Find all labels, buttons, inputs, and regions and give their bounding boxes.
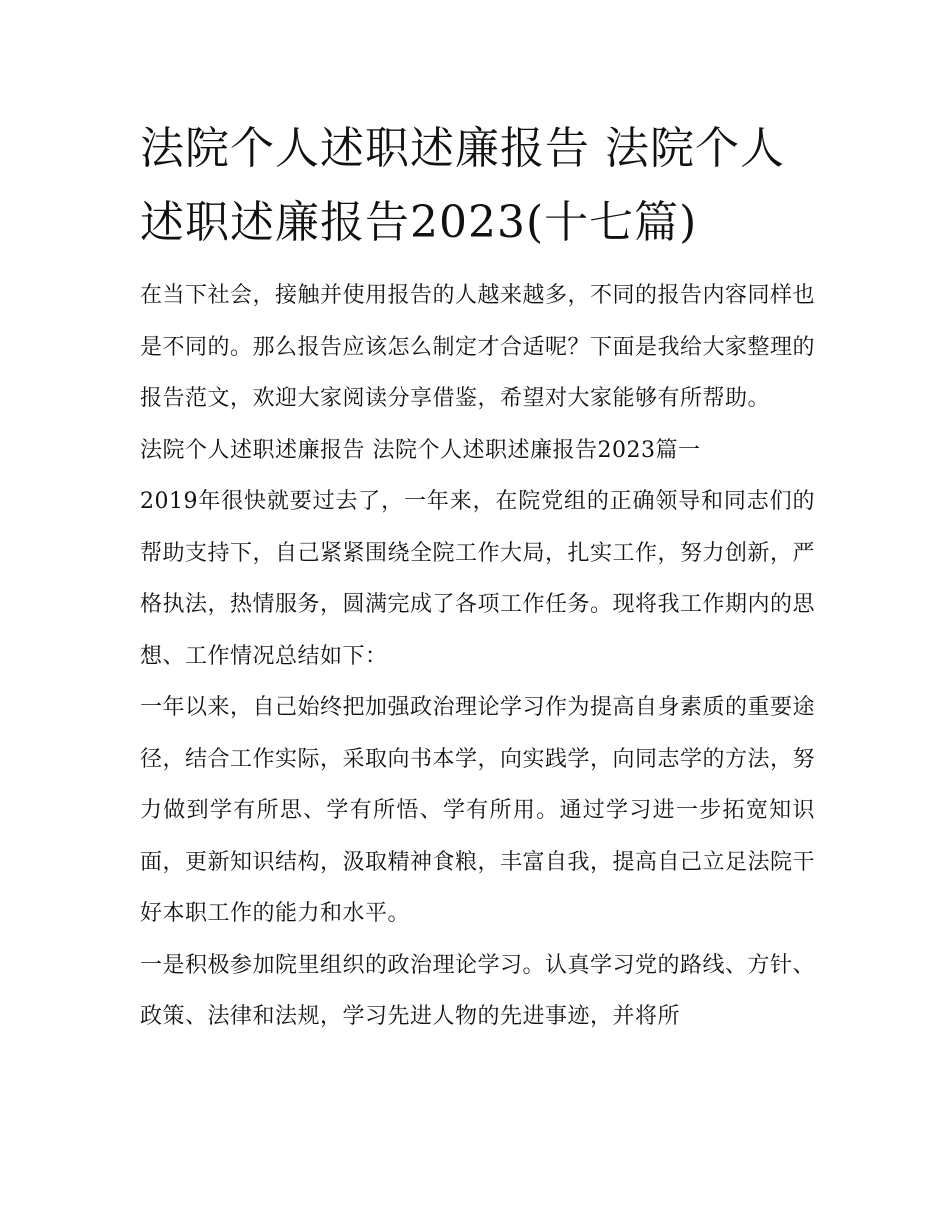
document-page — [140, 112, 815, 1043]
paragraph-section-heading: 法院个人述职述廉报告 法院个人述职述廉报告2023篇一 — [140, 437, 701, 463]
paragraph-summary: 2019年很快就要过去了，一年来，在院党组的正确领导和同志们的帮助支持下，自己紧紧围绕全院工作大局，扎实工作，努力创新，严格执法，热情服务，圆满完成了各项工作任务。现将我工作期内的思想、工作情况总结如下： — [140, 489, 816, 669]
paragraph-point-one: 一是积极参加院里组织的政治理论学习。认真学习党的路线、方针、政策、法律和法规，学习先进人物的先进事迹，并将所 — [140, 952, 816, 1029]
document-body — [140, 270, 815, 1043]
paragraph-study: 一年以来，自己始终把加强政治理论学习作为提高自身素质的重要途径，结合工作实际，采取向书本学，向实践学，向同志学的方法，努力做到学有所思、学有所悟、学有所用。通过学习进一步拓宽知识面，更新知识结构，汲取精神食粮，丰富自我，提高自己立足法院干好本职工作的能力和水平。 — [140, 695, 816, 926]
document-title: 法院个人述职述廉报告 法院个人述职述廉报告2023(十七篇) — [140, 123, 785, 248]
paragraph-intro: 在当下社会，接触并使用报告的人越来越多，不同的报告内容同样也是不同的。那么报告应该怎么制定才合适呢？下面是我给大家整理的报告范文，欢迎大家阅读分享借鉴，希望对大家能够有所帮助。 — [140, 283, 816, 411]
